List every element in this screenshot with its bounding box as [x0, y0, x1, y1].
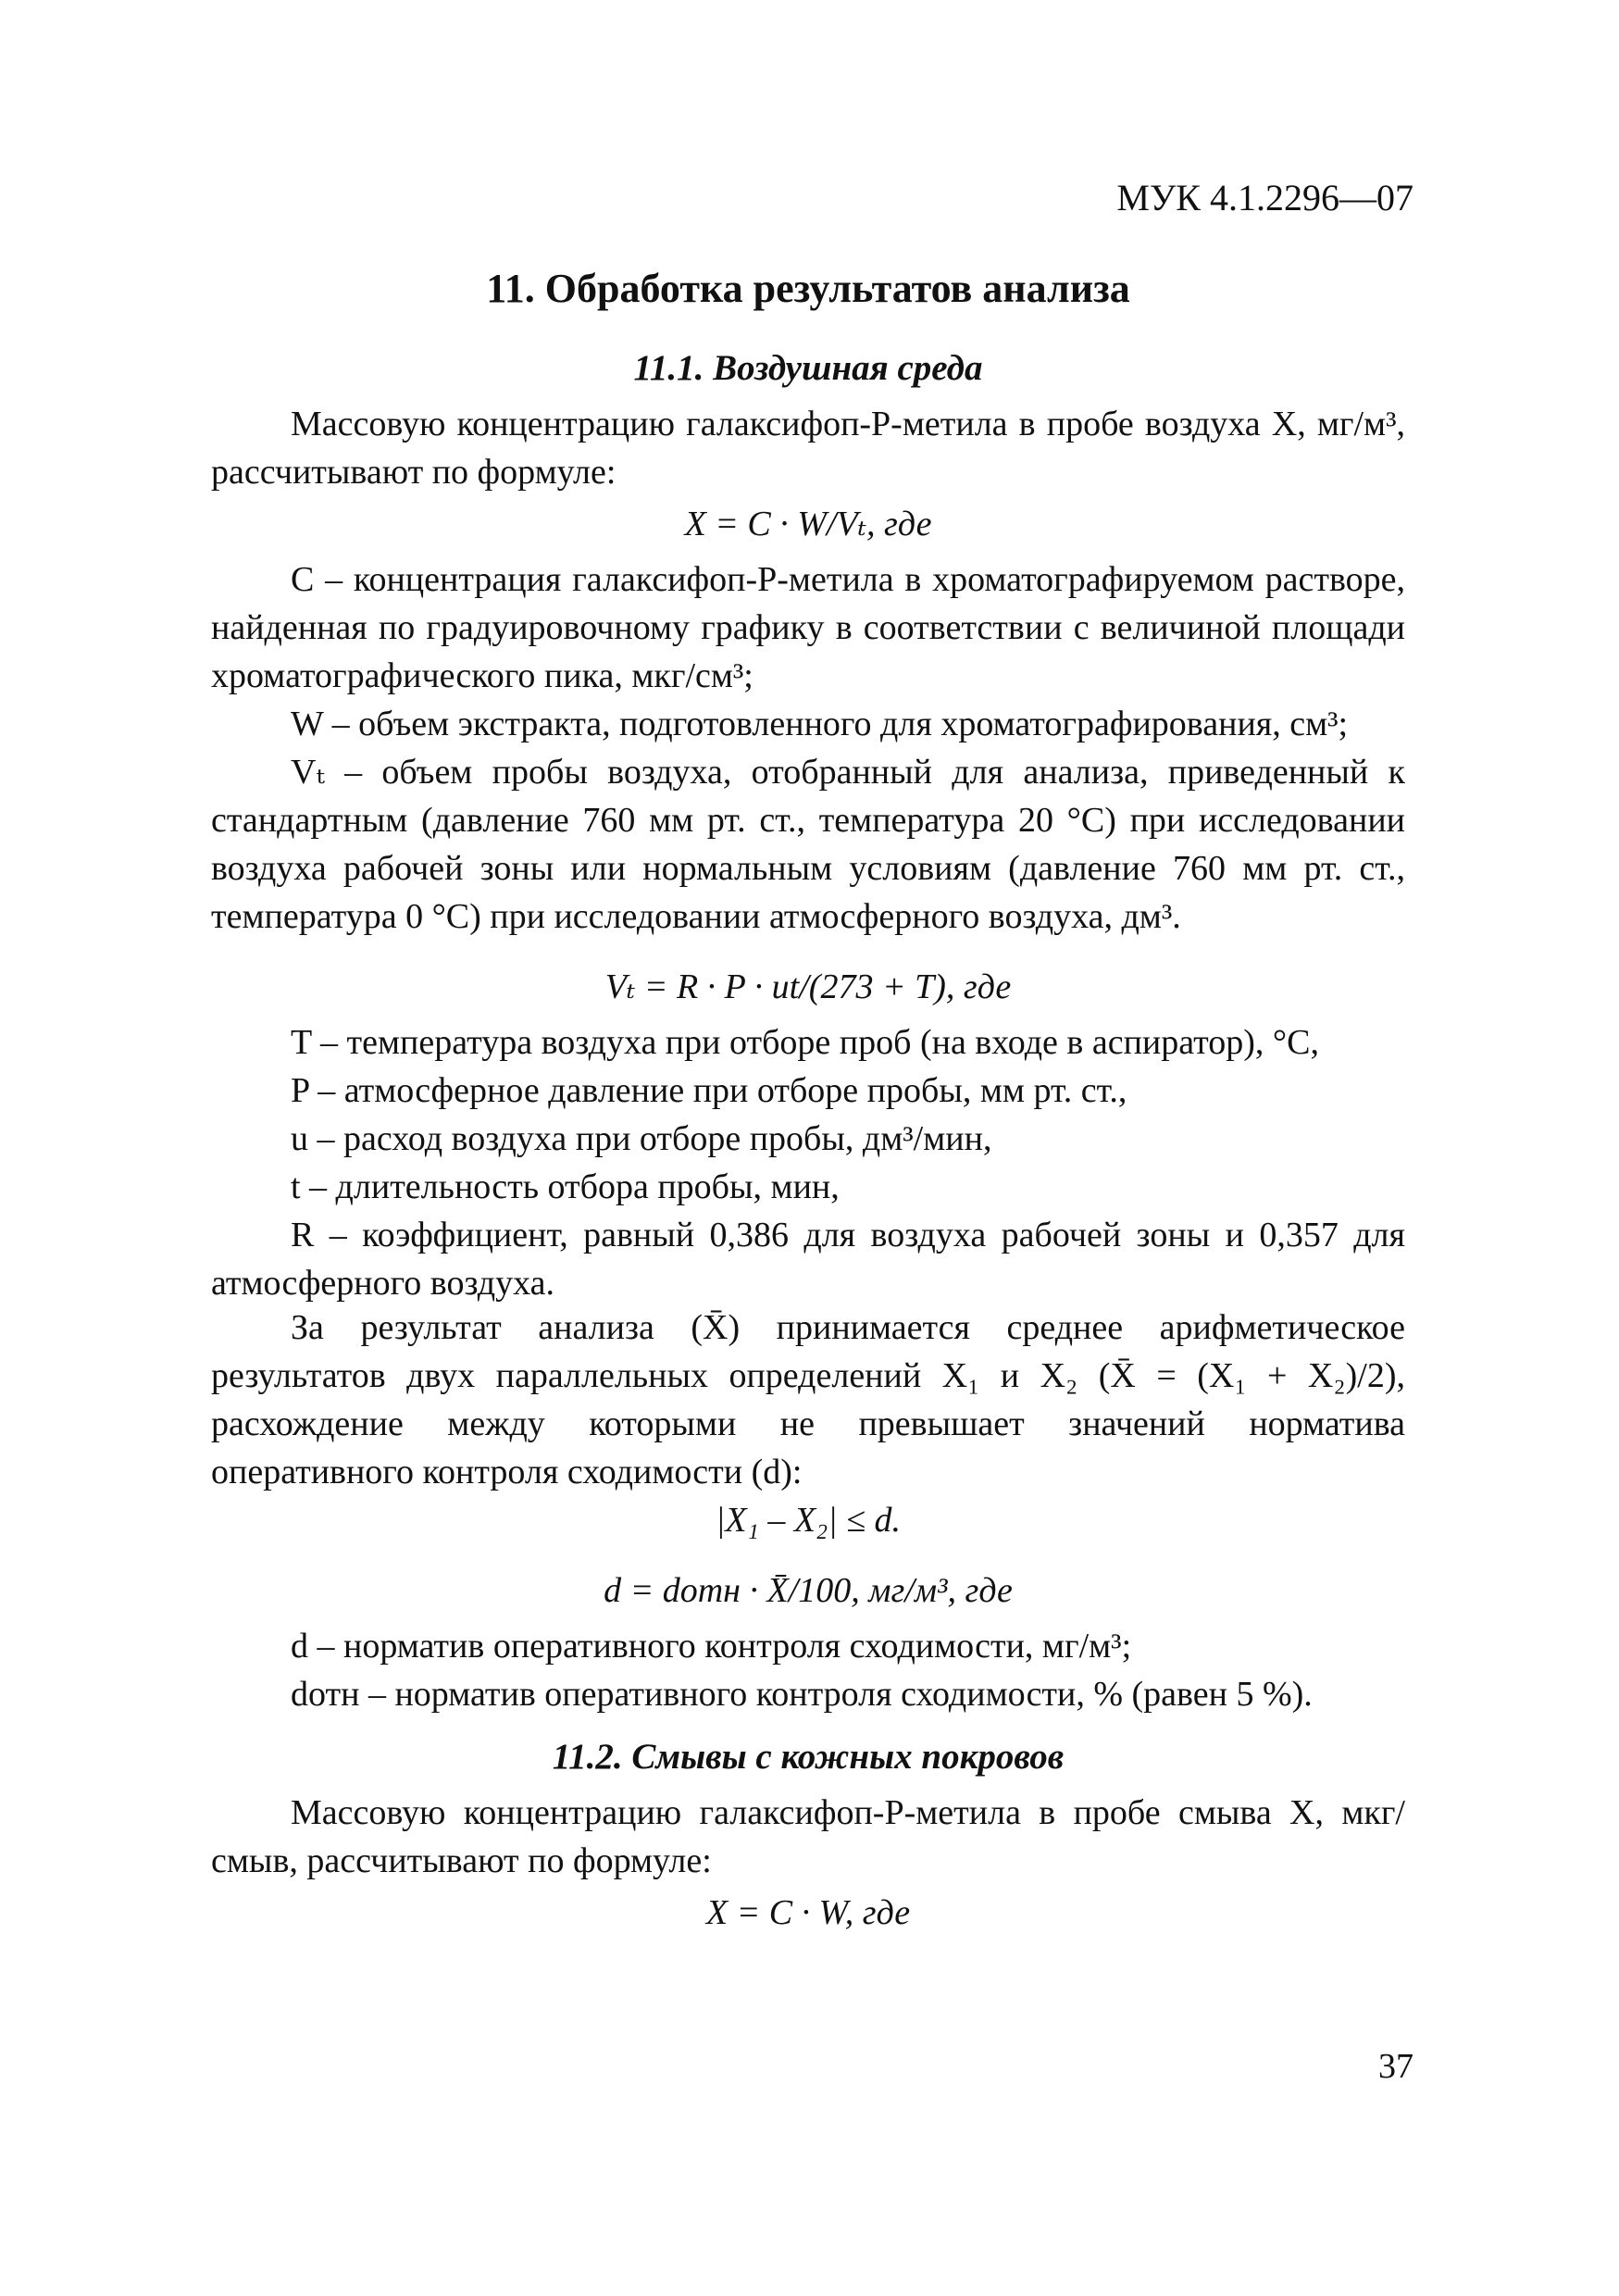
definition-u: u – расход воздуха при отборе пробы, дм³/мин,	[291, 1119, 992, 1158]
definition-vt: Vₜ – объем пробы воздуха, отобранный для анализа, приведенный к стандартным (давление 760 мм рт. ст., температура 20 °С) при исследовании воздуха рабочей зоны или нормальным условиям (давление 760 мм рт. ст., температура 0 °С) при исследовании атмосферного воздуха, дм³.	[211, 753, 1405, 936]
formula-x-air: X = C · W/Vₜ, где	[684, 505, 932, 543]
definition-p: P – атмосферное давление при отборе пробы, мм рт. ст.,	[291, 1071, 1127, 1110]
formula-difference: |X₁ – X₂| ≤ d.	[715, 1501, 902, 1540]
paragraph-result: За результат анализа (X̄) принимается среднее арифметическое результатов двух параллельных определений X₁ и X₂ (X̄ = (X₁ + X₂)/2), расхождение между которыми не превышает значений норматива оперативного контроля сходимости (d):	[211, 1308, 1405, 1491]
formula-x-skin: X = C · W, где	[705, 1893, 911, 1932]
subsection-title-air: 11.1. Воздушная среда	[633, 348, 983, 388]
definition-t-temp: T – температура воздуха при отборе проб (на входе в аспиратор), °С,	[291, 1023, 1319, 1062]
paragraph-intro-air: Массовую концентрацию галаксифоп-Р-метила в пробе воздуха X, мг/м³, рассчитывают по формуле:	[211, 405, 1405, 492]
document-id: МУК 4.1.2296—07	[1116, 177, 1414, 218]
definition-t-time: t – длительность отбора пробы, мин,	[291, 1167, 840, 1206]
paragraph-intro-skin: Массовую концентрацию галаксифоп-Р-метила в пробе смыва X, мкг/смыв, рассчитывают по формуле:	[211, 1793, 1405, 1880]
definition-w: W – объем экстракта, подготовленного для хроматографирования, см³;	[291, 705, 1349, 743]
section-title: 11. Обработка результатов анализа	[486, 266, 1130, 311]
definition-c: C – концентрация галаксифоп-Р-метила в хроматографируемом растворе, найденная по градуировочному графику в соответствии с величиной площади хроматографического пика, мкг/см³;	[211, 560, 1405, 695]
formula-d: d = dотн · X̄/100, мг/м³, где	[604, 1571, 1013, 1610]
subsection-title-skin: 11.2. Смывы с кожных покровов	[552, 1737, 1065, 1777]
formula-vt: Vₜ = R · P · ut/(273 + T), где	[604, 967, 1012, 1006]
definition-d-rel: dотн – норматив оперативного контроля сходимости, % (равен 5 %).	[291, 1675, 1313, 1714]
definition-r: R – коэффициент, равный 0,386 для воздуха рабочей зоны и 0,357 для атмосферного воздуха.	[211, 1216, 1405, 1303]
definition-d: d – норматив оперативного контроля сходимости, мг/м³;	[291, 1627, 1132, 1666]
page-number: 37	[1378, 2047, 1414, 2086]
